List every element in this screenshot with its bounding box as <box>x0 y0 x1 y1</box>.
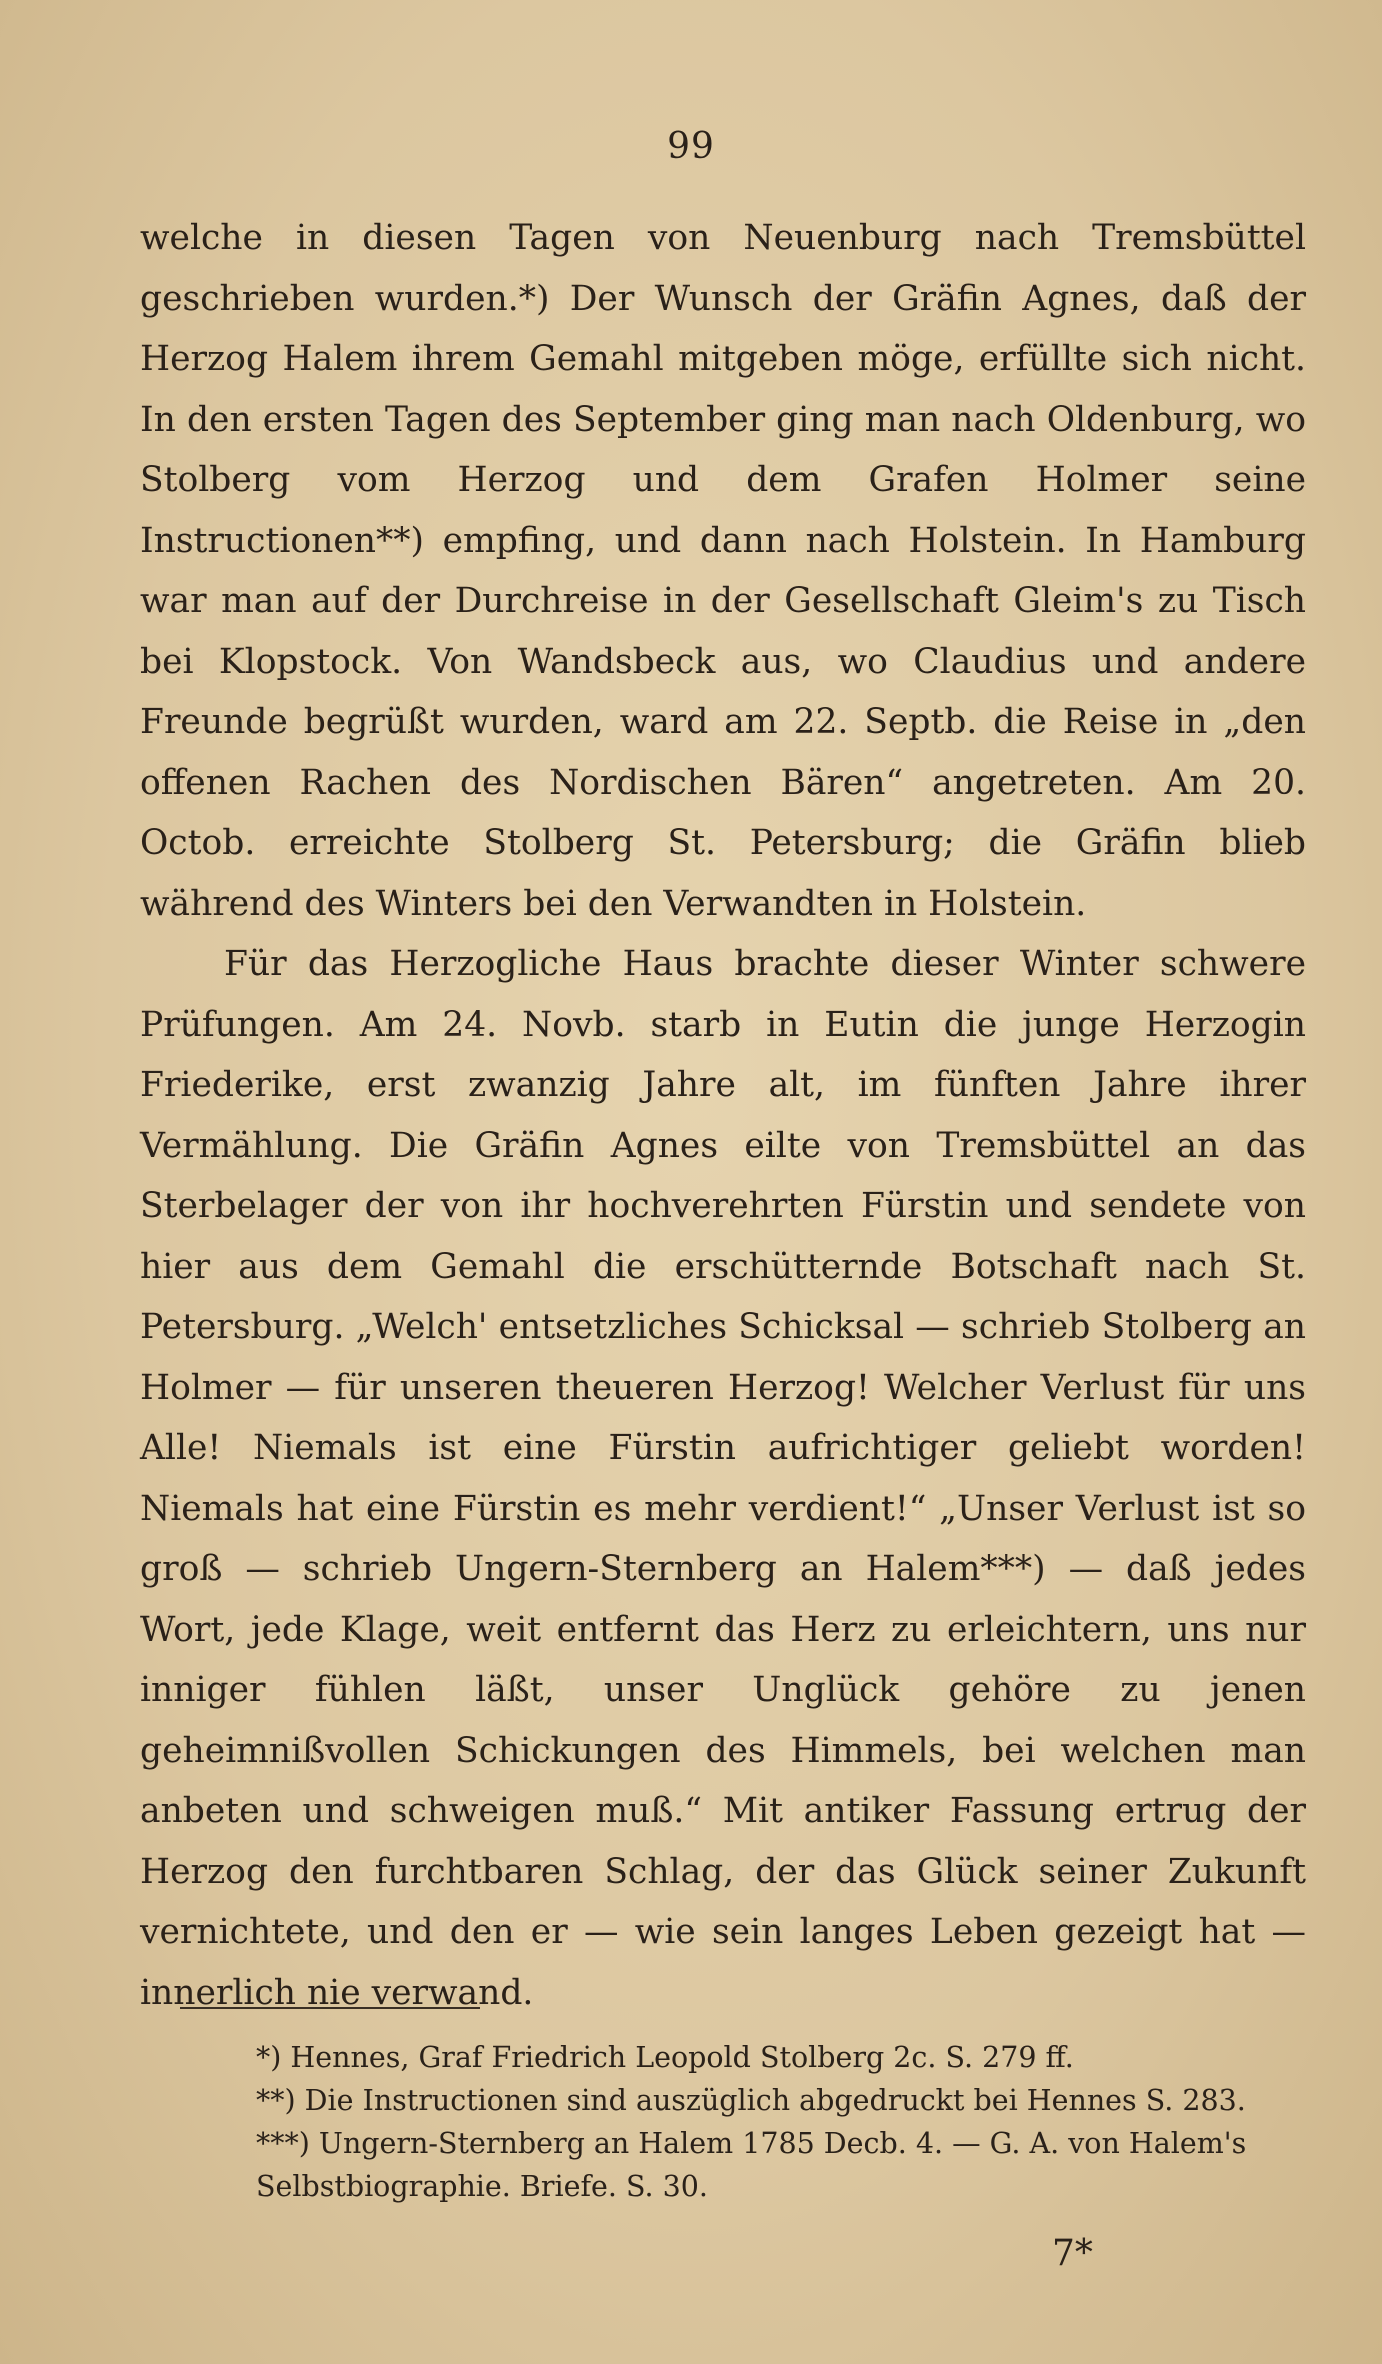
footnote: **) Die Instructionen sind auszüglich abgedruckt bei Hennes S. 283. <box>256 2084 1246 2117</box>
paragraph: welche in diesen Tagen von Neuenburg nach Tremsbüttel geschrieben wurden.*) Der Wunsch der Gräfin Agnes, daß der Herzog Halem ihrem Gemahl mitgeben möge, erfüllte sich nicht. In den ersten Tagen des September ging man nach Oldenburg, wo Stolberg vom Herzog und dem Grafen Holmer seine Instructionen**) empfing, und dann nach Holstein. In Hamburg war man auf der Durchreise in der Gesellschaft Gleim's zu Tisch bei Klopstock. Von Wandsbeck aus, wo Claudius und andere Freunde begrüßt wurden, ward am 22. Septb. die Reise in „den offenen Rachen des Nordischen Bären“ angetreten. Am 20. Octob. erreichte Stolberg St. Petersburg; die Gräfin blieb während des Winters bei den Verwandten in Holstein. <box>140 218 1306 924</box>
body-text <box>140 208 1306 2023</box>
footnotes <box>140 2036 1306 2208</box>
footnote-divider <box>180 2007 480 2009</box>
page-number: 99 <box>667 126 715 167</box>
signature-mark: 7* <box>1052 2233 1093 2274</box>
paragraph: Für das Herzogliche Haus brachte dieser Winter schwere Prüfungen. Am 24. Novb. starb in Eutin die junge Herzogin Friederike, erst zwanzig Jahre alt, im fünften Jahre ihrer Vermählung. Die Gräfin Agnes eilte von Tremsbüttel an das Sterbelager der von ihr hochverehrten Fürstin und sendete von hier aus dem Gemahl die erschütternde Botschaft nach St. Petersburg. „Welch' entsetzliches Schicksal — schrieb Stolberg an Holmer — für unseren theueren Herzog! Welcher Verlust für uns Alle! Niemals ist eine Fürstin aufrichtiger geliebt worden! Niemals hat eine Fürstin es mehr verdient!“ „Unser Verlust ist so groß — schrieb Ungern-Sternberg an Halem***) — daß jedes Wort, jede Klage, weit entfernt das Herz zu erleichtern, uns nur inniger fühlen läßt, unser Unglück gehöre zu jenen geheimnißvollen Schickungen des Himmels, bei welchen man anbeten und schweigen muß.“ Mit antiker Fassung ertrug der Herzog den furchtbaren Schlag, der das Glück seiner Zukunft vernichtete, und den er — wie sein langes Leben gezeigt hat — innerlich nie verwand. <box>140 944 1306 2013</box>
footnote: *) Hennes, Graf Friedrich Leopold Stolberg 2c. S. 279 ff. <box>256 2041 1074 2074</box>
footnote: ***) Ungern-Sternberg an Halem 1785 Decb. 4. — G. A. von Halem's Selbstbiographie. Briefe. S. 30. <box>256 2127 1247 2203</box>
